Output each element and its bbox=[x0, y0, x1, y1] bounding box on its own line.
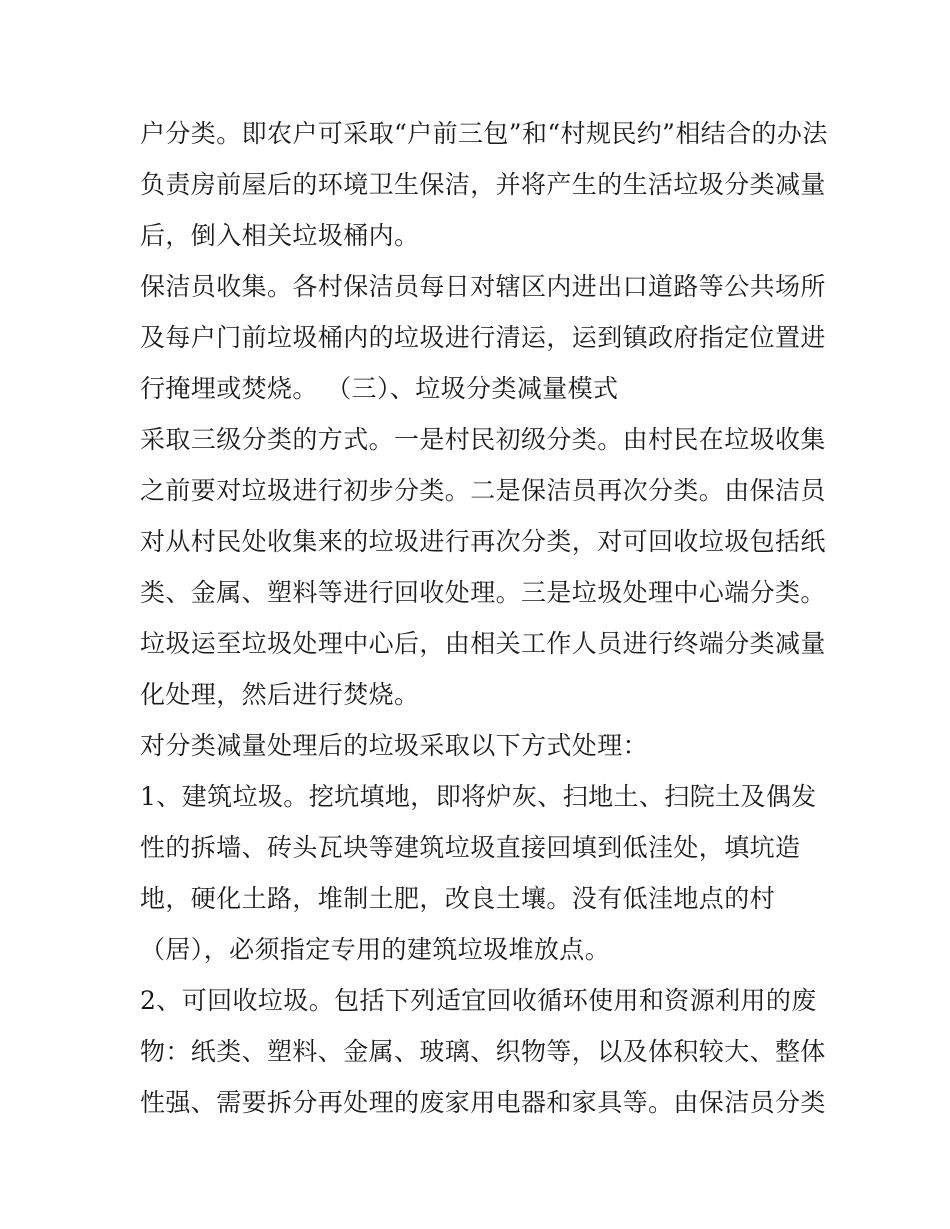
text-line: 物：纸类、塑料、金属、玻璃、织物等，以及体积较大、整体 bbox=[140, 1037, 826, 1066]
body-text bbox=[140, 108, 828, 1128]
text-line: 之前要对垃圾进行初步分类。二是保洁员再次分类。由保洁员 bbox=[140, 476, 826, 505]
text-line: 对分类减量处理后的垃圾采取以下方式处理： bbox=[140, 731, 649, 760]
text-line: 及每户门前垃圾桶内的垃圾进行清运，运到镇政府指定位置进 bbox=[140, 323, 826, 352]
text-line: 地，硬化土路，堆制土肥，改良土壤。没有低洼地点的村 bbox=[140, 884, 776, 913]
text-line: 化处理，然后进行焚烧。 bbox=[140, 680, 420, 709]
text-line: 负责房前屋后的环境卫生保洁，并将产生的生活垃圾分类减量 bbox=[140, 170, 826, 199]
text-line: 对从村民处收集来的垃圾进行再次分类，对可回收垃圾包括纸 bbox=[140, 527, 826, 556]
text-line: （居），必须指定专用的建筑垃圾堆放点。 bbox=[140, 935, 611, 964]
text-line: 行掩埋或焚烧。 （三）、垃圾分类减量模式 bbox=[140, 374, 619, 403]
text-line: 类、金属、塑料等进行回收处理。三是垃圾处理中心端分类。 bbox=[140, 578, 826, 607]
text-line: 户分类。即农户可采取“户前三包”和“村规民约”相结合的办法 bbox=[140, 119, 828, 148]
text-line: 性的拆墙、砖头瓦块等建筑垃圾直接回填到低洼处，填坑造 bbox=[140, 833, 801, 862]
text-line: 1、建筑垃圾。挖坑填地，即将炉灰、扫地土、扫院土及偶发 bbox=[140, 782, 817, 811]
text-line: 后，倒入相关垃圾桶内。 bbox=[140, 221, 420, 250]
text-line: 2、可回收垃圾。包括下列适宜回收循环使用和资源利用的废 bbox=[140, 986, 817, 1015]
text-line: 保洁员收集。各村保洁员每日对辖区内进出口道路等公共场所 bbox=[140, 272, 826, 301]
text-line: 采取三级分类的方式。一是村民初级分类。由村民在垃圾收集 bbox=[140, 425, 826, 454]
text-line: 垃圾运至垃圾处理中心后，由相关工作人员进行终端分类减量 bbox=[140, 629, 826, 658]
text-line: 性强、需要拆分再处理的废家用电器和家具等。由保洁员分类 bbox=[140, 1088, 826, 1117]
